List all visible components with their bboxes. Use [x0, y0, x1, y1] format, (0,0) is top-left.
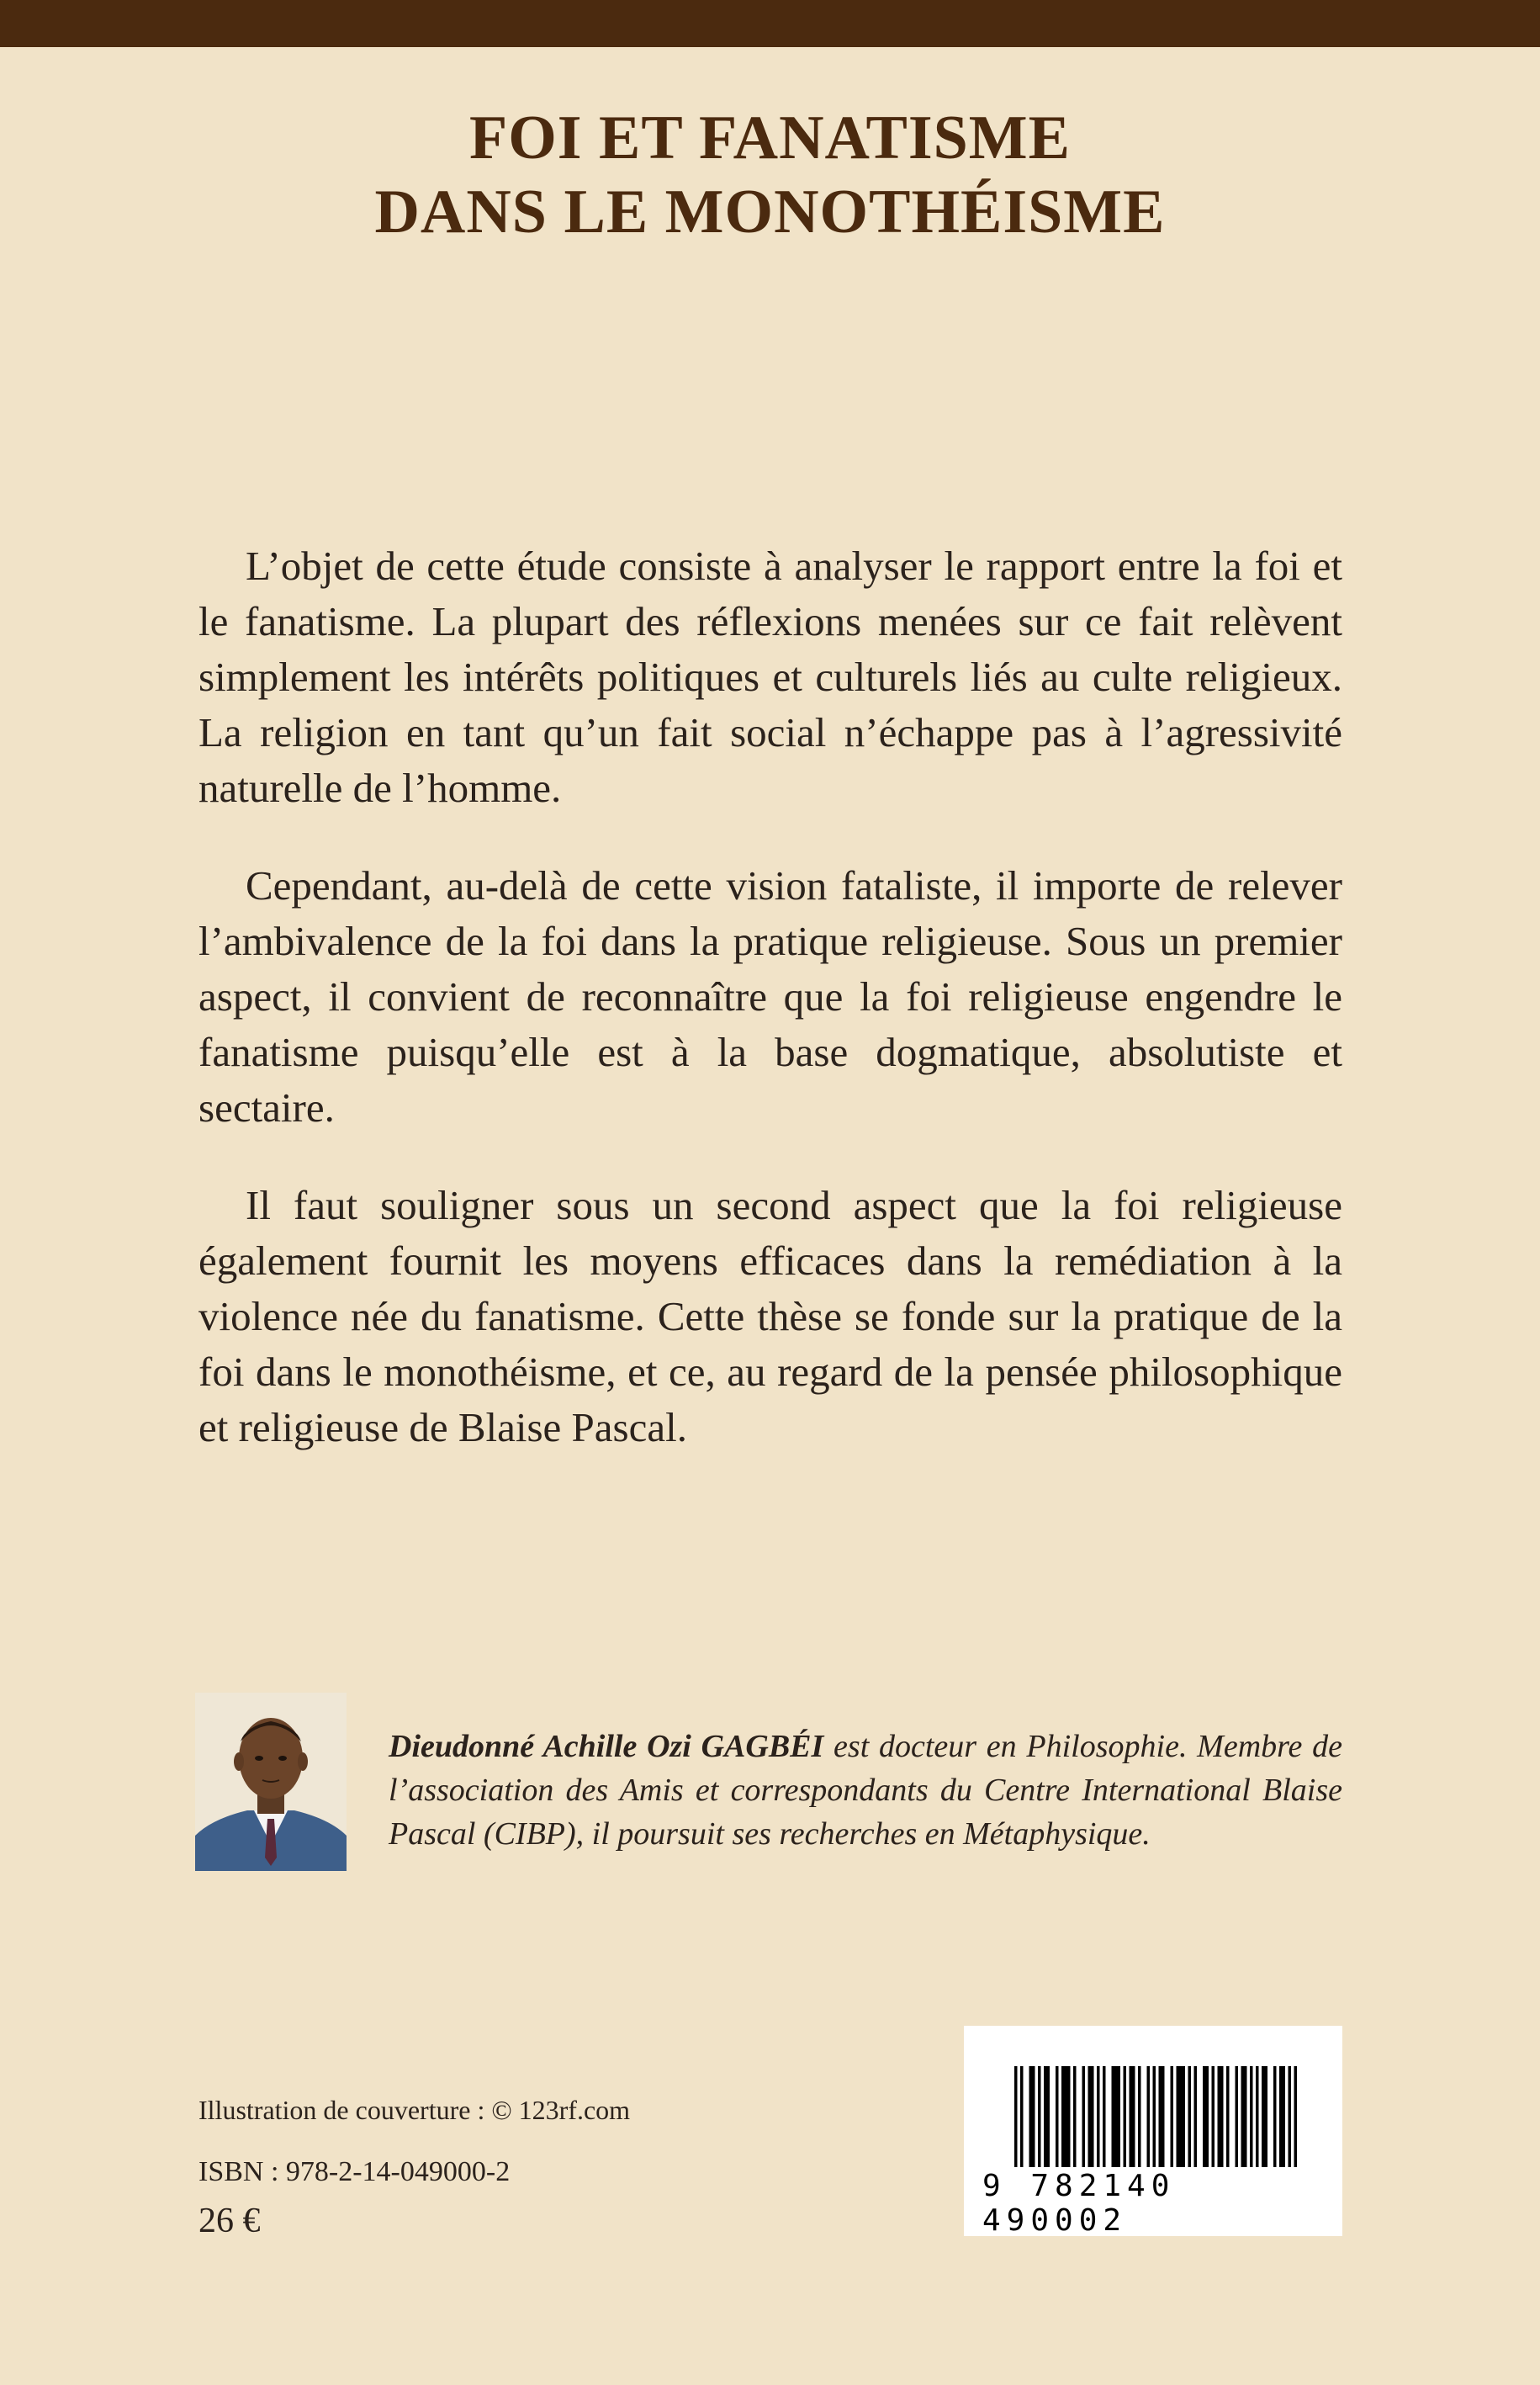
barcode-bar: [1265, 2066, 1268, 2167]
author-portrait-image: [195, 1693, 347, 1871]
barcode-bar: [1262, 2066, 1265, 2167]
barcode-bar: [1236, 2066, 1239, 2167]
barcode-bar: [1124, 2066, 1127, 2167]
barcode-bar: [1112, 2066, 1115, 2167]
barcode-bar: [1088, 2066, 1092, 2167]
price: 26 €: [198, 2202, 261, 2240]
blurb: [198, 538, 1342, 1497]
author-photo: [195, 1693, 347, 1871]
barcode-bar: [1132, 2066, 1135, 2167]
barcode-bar: [1065, 2066, 1068, 2167]
barcode-bar: [1218, 2066, 1221, 2167]
barcode-bar: [1014, 2066, 1018, 2167]
barcode-bar: [1044, 2066, 1047, 2167]
barcode-bar: [1289, 2066, 1292, 2167]
top-band: [0, 0, 1540, 47]
isbn: ISBN : 978-2-14-049000-2: [198, 2156, 511, 2187]
barcode-bar: [1103, 2066, 1106, 2167]
barcode-bar: [1179, 2066, 1183, 2167]
barcode-bar: [1067, 2066, 1071, 2167]
barcode-bar: [1194, 2066, 1198, 2167]
barcode-bar: [1047, 2066, 1050, 2167]
barcode-bar: [1091, 2066, 1094, 2167]
barcode-bar: [1183, 2066, 1186, 2167]
barcode-bar: [1294, 2066, 1298, 2167]
barcode-bar: [1097, 2066, 1100, 2167]
barcode-bar: [1226, 2066, 1230, 2167]
cover-credit: Illustration de couverture : © 123rf.com: [198, 2095, 631, 2125]
barcode-bar: [1283, 2066, 1286, 2167]
barcode-bar: [1273, 2066, 1277, 2167]
barcode-bars: [964, 2026, 1342, 2173]
barcode: [964, 2026, 1342, 2236]
barcode-bar: [1279, 2066, 1283, 2167]
blurb-paragraph: L’objet de cette étude consiste à analyser le rapport entre la foi et le fanatisme. La plupart des réflexions menées sur ce fait relèvent simplement les intérêts politiques et culturels liés au culte religieux. La religion en tant qu’un fait social n’échappe pas à l’agressivité naturelle de l’homme.: [198, 543, 1342, 811]
barcode-bar: [1171, 2066, 1174, 2167]
barcode-bar: [1244, 2066, 1247, 2167]
author-name: Dieudonné Achille Ozi GAGBÉI: [389, 1729, 824, 1764]
barcode-bar: [1029, 2066, 1033, 2167]
barcode-bar: [1056, 2066, 1059, 2167]
blurb-paragraph: Il faut souligner sous un second aspect que la foi religieuse également fournit les moyens efficaces dans la remédiation à la violence née du fanatisme. Cette thèse se fonde sur la pratique de la foi dans le monothéisme, et ce, au regard de la pensée philosophique et religieuse de Blaise Pascal.: [198, 1182, 1342, 1450]
barcode-bar: [1138, 2066, 1141, 2167]
barcode-bar: [1203, 2066, 1206, 2167]
barcode-bar: [1256, 2066, 1259, 2167]
barcode-bar: [1032, 2066, 1035, 2167]
barcode-bar: [1147, 2066, 1151, 2167]
barcode-bar: [1061, 2066, 1065, 2167]
barcode-bar: [1082, 2066, 1086, 2167]
barcode-bar: [1114, 2066, 1118, 2167]
barcode-bar: [1206, 2066, 1209, 2167]
barcode-bar: [1241, 2066, 1245, 2167]
barcode-bar: [1250, 2066, 1253, 2167]
barcode-bar: [1118, 2066, 1121, 2167]
barcode-bar: [1162, 2066, 1165, 2167]
title-line-1: FOI ET FANATISME: [469, 103, 1071, 172]
barcode-bar: [1130, 2066, 1133, 2167]
author-bio-text: est docteur en Philosophie. Membre de l’association des Amis et correspondants du Centre International Blaise Pascal (CIBP), il poursuit ses recherches en Métaphysique.: [389, 1729, 1342, 1852]
blurb-paragraph: Cependant, au-delà de cette vision fataliste, il importe de relever l’ambivalence de la foi dans la pratique religieuse. Sous un premier aspect, il convient de reconnaître que la foi religieuse engendre le fanatisme puisqu’elle est à la base dogmatique, absolutiste et sectaire.: [198, 862, 1342, 1131]
author-bio: [389, 1725, 1342, 1856]
barcode-bar: [1073, 2066, 1077, 2167]
barcode-bar: [1212, 2066, 1215, 2167]
title-line-2: DANS LE MONOTHÉISME: [374, 178, 1166, 246]
book-title: [0, 101, 1540, 249]
barcode-bar: [1020, 2066, 1024, 2167]
barcode-bar: [1220, 2066, 1224, 2167]
barcode-bar: [1177, 2066, 1180, 2167]
barcode-bar: [1159, 2066, 1162, 2167]
barcode-bar: [1188, 2066, 1192, 2167]
barcode-bar: [1038, 2066, 1041, 2167]
barcode-digits: 9 782140 490002: [982, 2169, 1176, 2238]
barcode-bar: [1153, 2066, 1156, 2167]
